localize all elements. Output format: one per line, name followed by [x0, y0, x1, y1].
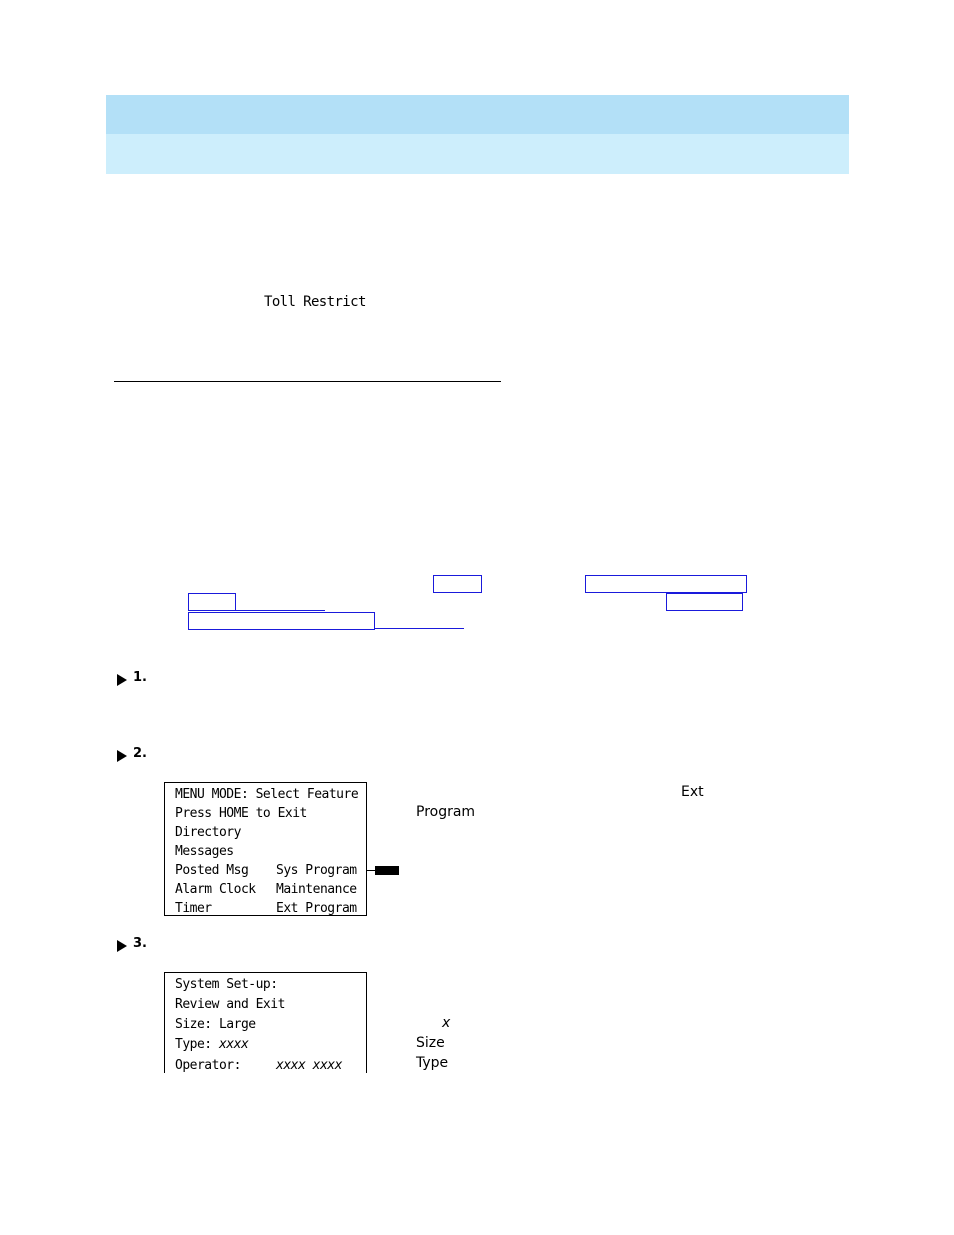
step-2-number: 2.: [133, 746, 147, 761]
side-label-type: Type: [416, 1055, 449, 1071]
operator-value: xxxx xxxx: [276, 1058, 342, 1073]
side-label-size: Size: [416, 1035, 445, 1051]
screen-line: Alarm Clock: [175, 882, 256, 897]
cross-ref-link-1[interactable]: [433, 575, 482, 593]
screen-line: Messages: [175, 844, 234, 859]
display-screen-system-setup: [164, 972, 367, 1073]
screen-line: Directory: [175, 825, 241, 840]
screen-option-sys-program[interactable]: Sys Program: [276, 863, 357, 878]
screen-line: MENU MODE: Select Feature: [175, 787, 359, 802]
step-arrow-icon: [117, 674, 127, 686]
step-arrow-icon: [117, 750, 127, 762]
step-3-number: 3.: [133, 936, 147, 951]
screen-line: Review and Exit: [175, 997, 285, 1012]
cross-ref-underline-1[interactable]: [236, 610, 325, 611]
step-arrow-icon: [117, 940, 127, 952]
side-label-program: Program: [416, 804, 476, 820]
section-rule: [114, 381, 501, 382]
screen-line: Timer: [175, 901, 212, 916]
screen-line: Press HOME to Exit: [175, 806, 307, 821]
side-label-x: x: [442, 1015, 451, 1031]
display-screen-menu-mode: [164, 782, 367, 916]
type-value: xxxx: [218, 1037, 249, 1052]
cross-ref-underline-2[interactable]: [375, 628, 464, 629]
screen-line: Size: Large: [175, 1017, 256, 1032]
side-label-ext: Ext: [681, 784, 704, 800]
screen-line: Posted Msg: [175, 863, 249, 878]
screen-option-maintenance[interactable]: Maintenance: [276, 882, 357, 897]
cross-ref-link-5[interactable]: [188, 612, 375, 630]
header-band-top: [106, 95, 849, 134]
screen-line: System Set-up:: [175, 977, 278, 992]
screen-line-type: [175, 1037, 248, 1052]
header-band-bottom: [106, 134, 849, 174]
step-1-number: 1.: [133, 670, 147, 685]
screen-option-ext-program[interactable]: Ext Program: [276, 901, 357, 916]
cross-ref-link-2[interactable]: [585, 575, 747, 593]
cross-ref-link-3[interactable]: [188, 593, 236, 611]
cross-ref-link-4[interactable]: [666, 593, 743, 611]
type-label: Type:: [175, 1037, 212, 1052]
pointer-button-icon: [375, 866, 399, 875]
toll-restrict-label: Toll Restrict: [264, 294, 366, 310]
screen-line-operator: Operator:: [175, 1058, 241, 1073]
